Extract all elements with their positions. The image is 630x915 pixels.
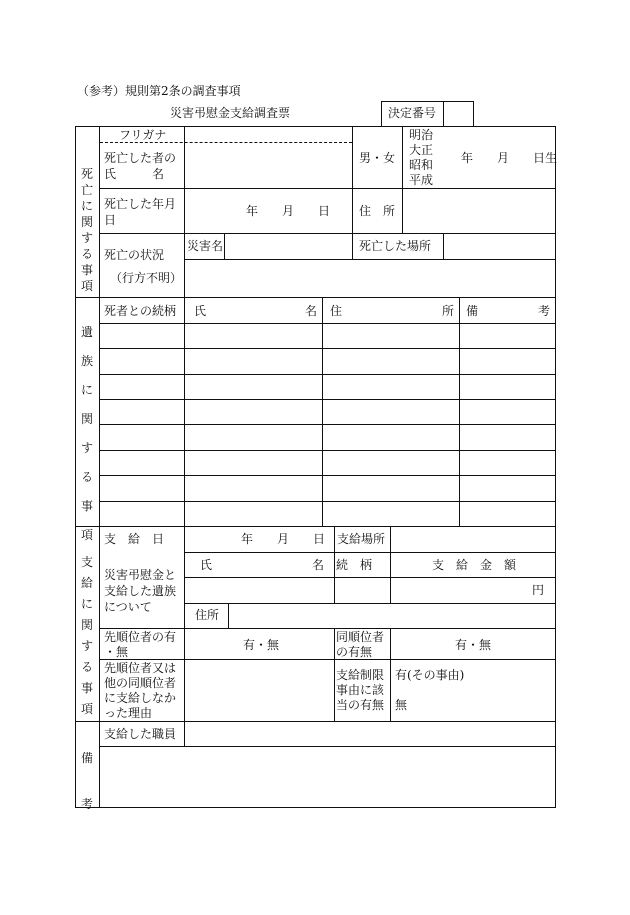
payment-relation-label: 続 柄	[336, 558, 373, 572]
death-section-label	[80, 166, 94, 294]
era-taisho: 大正	[409, 143, 434, 157]
limit-label-1: 支給制限	[336, 668, 385, 682]
yen-unit: 円	[532, 583, 545, 597]
birth-date-text: 年 月 日生	[461, 151, 558, 165]
deceased-name-label-1: 死亡した者の	[104, 151, 177, 165]
form-title: 災害弔慰金支給調査票	[170, 106, 291, 120]
same-rank-value: 有・無	[455, 638, 492, 652]
era-showa: 昭和	[409, 158, 434, 172]
death-place-label: 死亡した場所	[359, 239, 432, 253]
deceased-name-label-2: 氏 名	[104, 167, 165, 181]
gender-text: 男・女	[359, 151, 396, 165]
remarks-section-text: 備 考	[80, 751, 93, 811]
reference-text: （参考）規則第2条の調査事項	[77, 84, 241, 98]
disaster-name-label: 災害名	[187, 239, 224, 253]
prior-rank-value: 有・無	[243, 638, 280, 652]
reason-label-1: 先順位者又は	[104, 661, 177, 675]
payment-date-value: 年 月 日	[241, 532, 326, 546]
payment-name-label-2: 名	[312, 558, 325, 572]
payment-name-label-1: 氏	[200, 558, 213, 572]
payment-section-label	[80, 552, 94, 720]
family-section-label	[80, 318, 94, 550]
reason-label-2: 他の同順位者	[104, 676, 177, 690]
prior-rank-label-2: ・無	[104, 645, 129, 659]
payment-date-label: 支 給 日	[104, 532, 165, 546]
address-column-header-1: 住	[330, 304, 343, 318]
furigana-label: フリガナ	[119, 128, 167, 142]
staff-label: 支給した職員	[104, 727, 177, 741]
death-status-label: 死亡の状況	[104, 248, 165, 262]
bereaved-label-2: 支給した遺族	[104, 584, 177, 598]
payment-amount-label: 支 給 金 額	[432, 558, 517, 572]
era-meiji: 明治	[409, 128, 434, 142]
address-column-header-2: 所	[442, 304, 455, 318]
name-column-header-2: 名	[305, 304, 318, 318]
bereaved-label-3: について	[104, 600, 152, 614]
family-section-text: 遺 族 に 関 す る 事 項	[80, 325, 93, 542]
reason-label-4: った理由	[104, 706, 153, 720]
name-column-header-1: 氏	[194, 304, 207, 318]
same-rank-label-2: の有無	[336, 645, 373, 659]
missing-label: （行方不明）	[110, 271, 183, 285]
relation-column-header: 死者との続柄	[104, 304, 177, 318]
death-date-value: 年 月 日	[246, 204, 331, 218]
limit-yes-text: 有(その事由)	[395, 668, 465, 682]
death-date-label-2: 日	[104, 213, 117, 227]
death-section-text: 死 亡 に 関 す る 事 項	[80, 167, 93, 293]
bereaved-label-1: 災害弔慰金と	[104, 568, 177, 582]
remarks-column-header-1: 備	[466, 304, 479, 318]
payment-address-label: 住所	[195, 608, 220, 622]
era-heisei: 平成	[409, 173, 434, 187]
remarks-section-label	[80, 735, 94, 827]
same-rank-label-1: 同順位者	[336, 630, 385, 644]
reason-label-3: に支給しなか	[104, 691, 177, 705]
limit-label-2: 事由に該	[336, 683, 385, 697]
limit-label-3: 当の有無	[336, 698, 385, 712]
remarks-column-header-2: 考	[538, 304, 551, 318]
prior-rank-label-1: 先順位者の有	[104, 630, 177, 644]
payment-place-label: 支給場所	[337, 532, 386, 546]
decision-number-label: 決定番号	[388, 106, 437, 120]
payment-section-text: 支 給 に 関 す る 事 項	[80, 555, 93, 716]
address-label: 住 所	[359, 204, 396, 218]
death-date-label-1: 死亡した年月	[104, 197, 177, 211]
limit-no-text: 無	[395, 698, 408, 712]
